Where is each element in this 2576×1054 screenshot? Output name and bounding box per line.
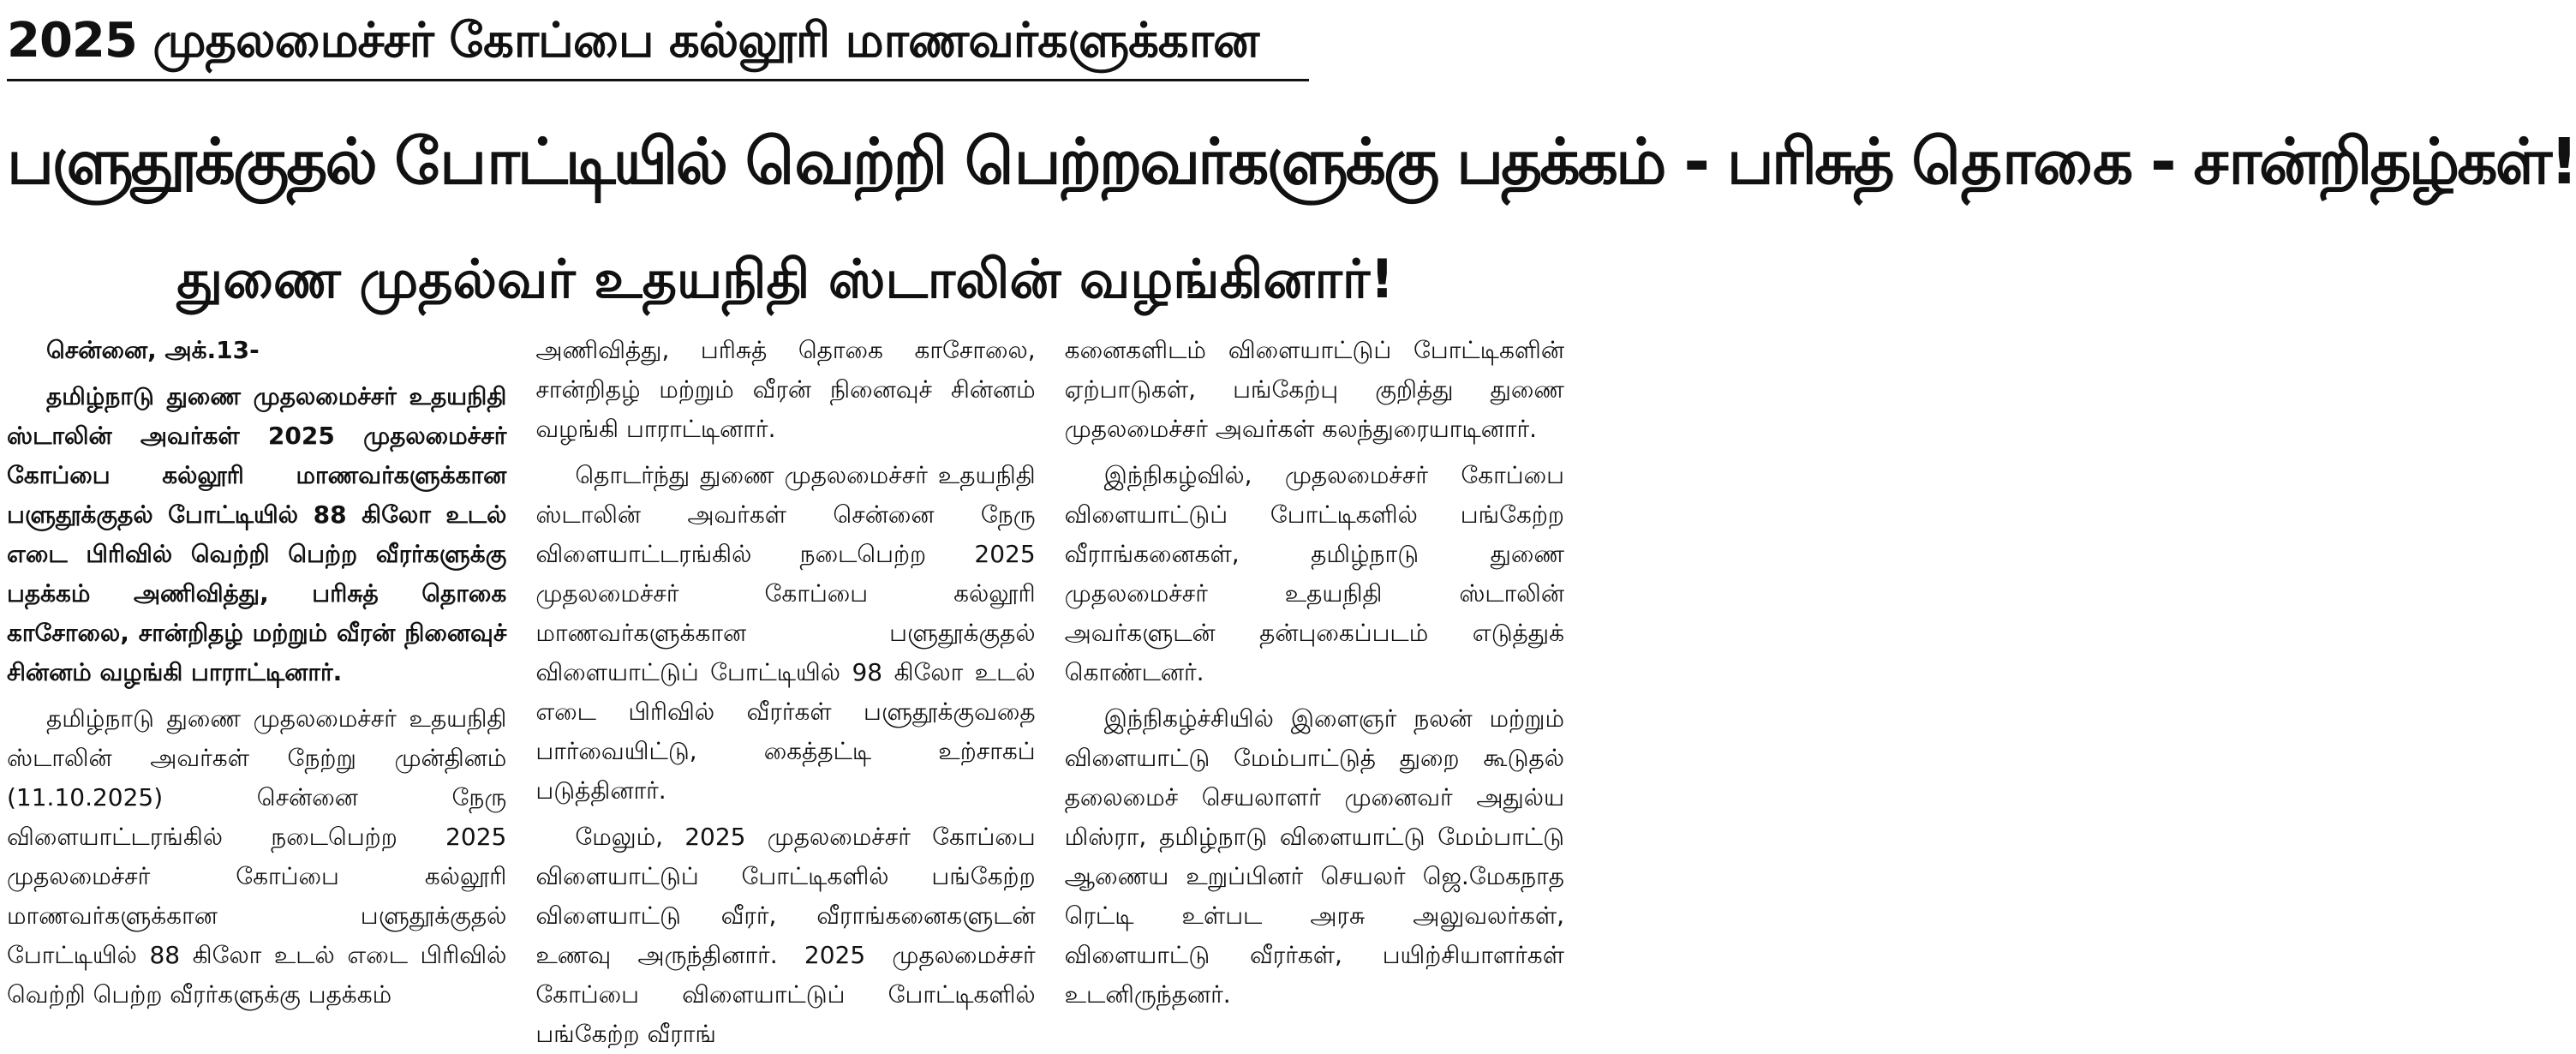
body-paragraph: மேலும், 2025 முதலமைச்சர் கோப்பை விளையாட்டுப் போட்டிகளில் பங்கேற்ற விளையாட்டு வீரர், வீராங்கனைகளுடன் உணவு அருந்தினார். 2025 முதலமைச்சர் கோப்பை விளையாட்டுப் போட்டிகளில் பங்கேற்ற வீராங் <box>535 823 1036 1048</box>
body-paragraph: இந்நிகழ்ச்சியில் இளைஞர் நலன் மற்றும் விளையாட்டு மேம்பாட்டுத் துறை கூடுதல் தலைமைச் செயலாளர் முனைவர் அதுல்ய மிஸ்ரா, தமிழ்நாடு விளையாட்டு மேம்பாட்டு ஆணைய உறுப்பினர் செயலர் ஜெ.மேகநாத ரெட்டி உள்பட அரசு அலுவலர்கள், விளையாட்டு வீரர்கள், பயிற்சியாளர்கள் உடனிருந்தனர். <box>1064 704 1564 1009</box>
kicker-headline: 2025 முதலமைச்சர் கோப்பை கல்லூரி மாணவர்களுக்கான <box>7 13 1259 69</box>
dateline: சென்னை, அக்.13- <box>46 336 260 364</box>
body-paragraph: தொடர்ந்து துணை முதலமைச்சர் உதயநிதி ஸ்டாலின் அவர்கள் சென்னை நேரு விளையாட்டரங்கில் நடைபெற்ற 2025 முதலமைச்சர் கோப்பை கல்லூரி மாணவர்களுக்கான பளுதூக்குதல் விளையாட்டுப் போட்டியில் 98 கிலோ உடல் எடை பிரிவில் வீரர்கள் பளுதூக்குவதை பார்வையிட்டு, கைத்தட்டி உற்சாகப் படுத்தினார். <box>535 461 1036 805</box>
article-body <box>7 331 1564 1048</box>
article-column-1 <box>7 331 506 1040</box>
body-paragraph: தமிழ்நாடு துணை முதலமைச்சர் உதயநிதி ஸ்டாலின் அவர்கள் நேற்று முன்தினம் (11.10.2025) சென்னை நேரு விளையாட்டரங்கில் நடைபெற்ற 2025 முதலமைச்சர் கோப்பை கல்லூரி மாணவர்களுக்கான பளுதூக்குதல் போட்டியில் 88 கிலோ உடல் எடை பிரிவில் வெற்றி பெற்ற வீரர்களுக்கு பதக்கம் <box>7 704 507 1009</box>
sub-headline: துணை முதல்வர் உதயநிதி ஸ்டாலின் வழங்கினார்! <box>176 248 1395 310</box>
main-headline: பளுதூக்குதல் போட்டியில் வெற்றி பெற்றவர்களுக்கு பதக்கம் - பரிசுத் தொகை - சான்றிதழ்கள்! <box>7 125 2576 199</box>
body-paragraph: கனைகளிடம் விளையாட்டுப் போட்டிகளின் ஏற்பாடுகள், பங்கேற்பு குறித்து துணை முதலமைச்சர் அவர்கள் கலந்துரையாடினார். <box>1064 336 1564 443</box>
lead-paragraph: தமிழ்நாடு துணை முதலமைச்சர் உதயநிதி ஸ்டாலின் அவர்கள் 2025 முதலமைச்சர் கோப்பை கல்லூரி மாணவர்களுக்கான பளுதூக்குதல் போட்டியில் 88 கிலோ உடல் எடை பிரிவில் வெற்றி பெற்ற வீரர்களுக்கு பதக்கம் அணிவித்து, பரிசுத் தொகை காசோலை, சான்றிதழ் மற்றும் வீரன் நினைவுச் சின்னம் வழங்கி பாராட்டினார். <box>7 382 507 686</box>
article-column-2 <box>535 331 1036 1048</box>
kicker-divider <box>7 79 1309 81</box>
body-paragraph: இந்நிகழ்வில், முதலமைச்சர் கோப்பை விளையாட்டுப் போட்டிகளில் பங்கேற்ற வீராங்கனைகள், தமிழ்நாடு துணை முதலமைச்சர் உதயநிதி ஸ்டாலின் அவர்களுடன் தன்புகைப்படம் எடுத்துக் கொண்டனர். <box>1064 461 1564 686</box>
body-paragraph: அணிவித்து, பரிசுத் தொகை காசோலை, சான்றிதழ் மற்றும் வீரன் நினைவுச் சின்னம் வழங்கி பாராட்டினார். <box>535 336 1036 443</box>
article-column-3 <box>1065 331 1564 1040</box>
